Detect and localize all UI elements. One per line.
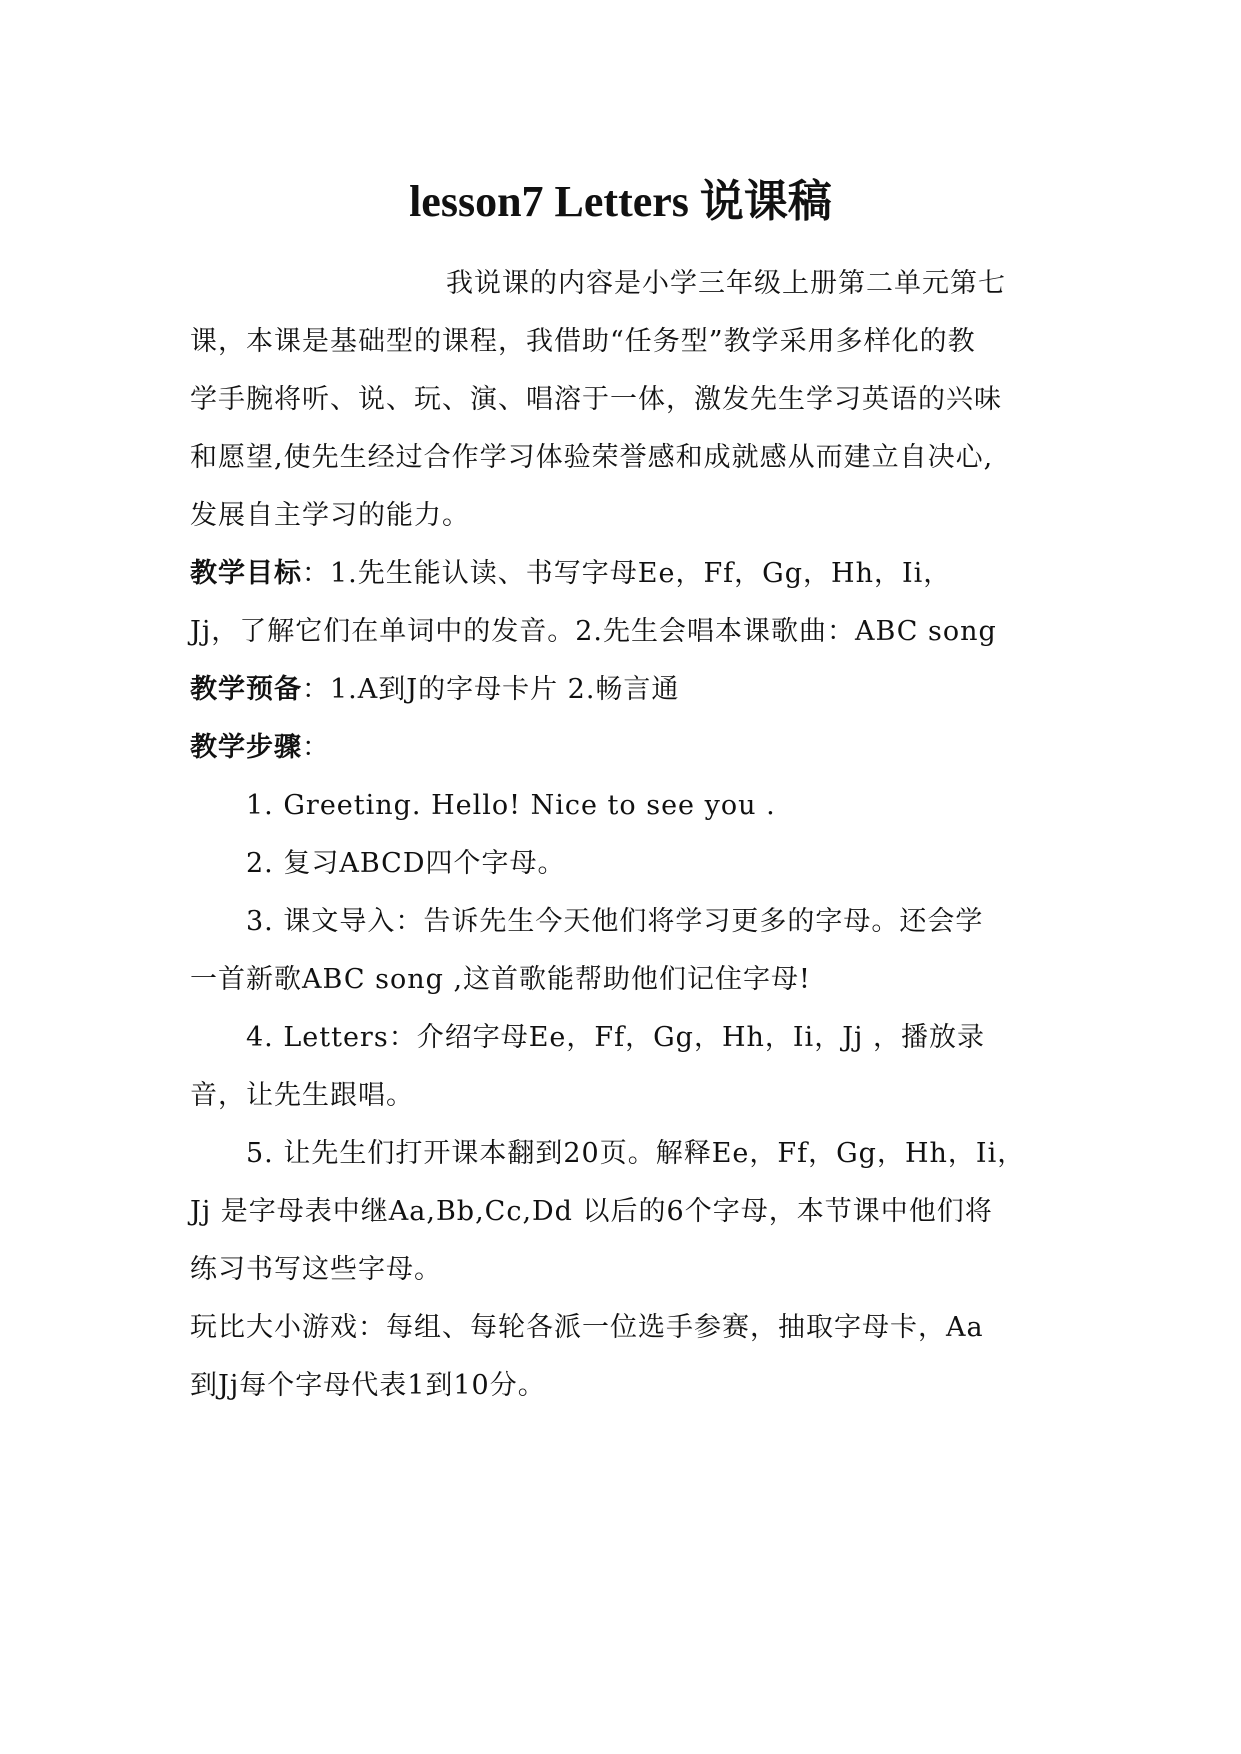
steps-heading-line [190,728,1070,768]
step-3-line-2: 一首新歌ABC song ,这首歌能帮助他们记住字母! [190,964,811,995]
step-4-line-1: 4. Letters：介绍字母Ee，Ff，Gg，Hh，Ii，Jj ，播放录 [246,1022,985,1053]
prep-text: ：1.A到J的字母卡片 2.畅言通 [302,674,680,705]
steps-heading-colon: ： [302,732,330,763]
intro-line-4: 和愿望,使先生经过合作学习体验荣誉感和成就感从而建立自决心, [190,442,994,473]
prep-line [190,670,1070,710]
intro-line-3: 学手腕将听、说、玩、演、唱溶于一体，激发先生学习英语的兴味 [190,384,1002,415]
step-1: 1. Greeting. Hello! Nice to see you . [246,790,776,821]
intro-line-2: 课，本课是基础型的课程，我借助“任务型”教学采用多样化的教 [190,326,976,357]
objectives-heading: 教学目标 [190,558,302,589]
intro-line-5: 发展自主学习的能力。 [190,500,470,531]
step-2: 2. 复习ABCD四个字母。 [246,848,566,879]
objectives-line-2: Jj，了解它们在单词中的发音。2.先生会唱本课歌曲：ABC song [190,616,997,647]
step-3-line-1: 3. 课文导入：告诉先生今天他们将学习更多的字母。还会学 [246,906,984,937]
step-5-line-2: Jj 是字母表中继Aa,Bb,Cc,Dd 以后的6个字母，本节课中他们将 [190,1196,993,1227]
step-5-line-3: 练习书写这些字母。 [190,1254,442,1285]
objectives-line-1 [190,554,1070,594]
game-line-1: 玩比大小游戏：每组、每轮各派一位选手参赛，抽取字母卡，Aa [190,1312,984,1343]
step-5-line-1: 5. 让先生们打开课本翻到20页。解释Ee，Ff，Gg，Hh，Ii， [246,1138,1026,1169]
step-4-line-2: 音，让先生跟唱。 [190,1080,414,1111]
page-title: lesson7 Letters 说课稿 [409,177,832,226]
steps-heading: 教学步骤 [190,732,302,763]
prep-heading: 教学预备 [190,674,302,705]
intro-line-1: 我说课的内容是小学三年级上册第二单元第七 [446,268,1006,299]
game-line-2: 到Jj每个字母代表1到10分。 [190,1370,546,1401]
objectives-text-1: ：1.先生能认读、书写字母Ee，Ff，Gg，Hh，Ii， [302,558,952,589]
